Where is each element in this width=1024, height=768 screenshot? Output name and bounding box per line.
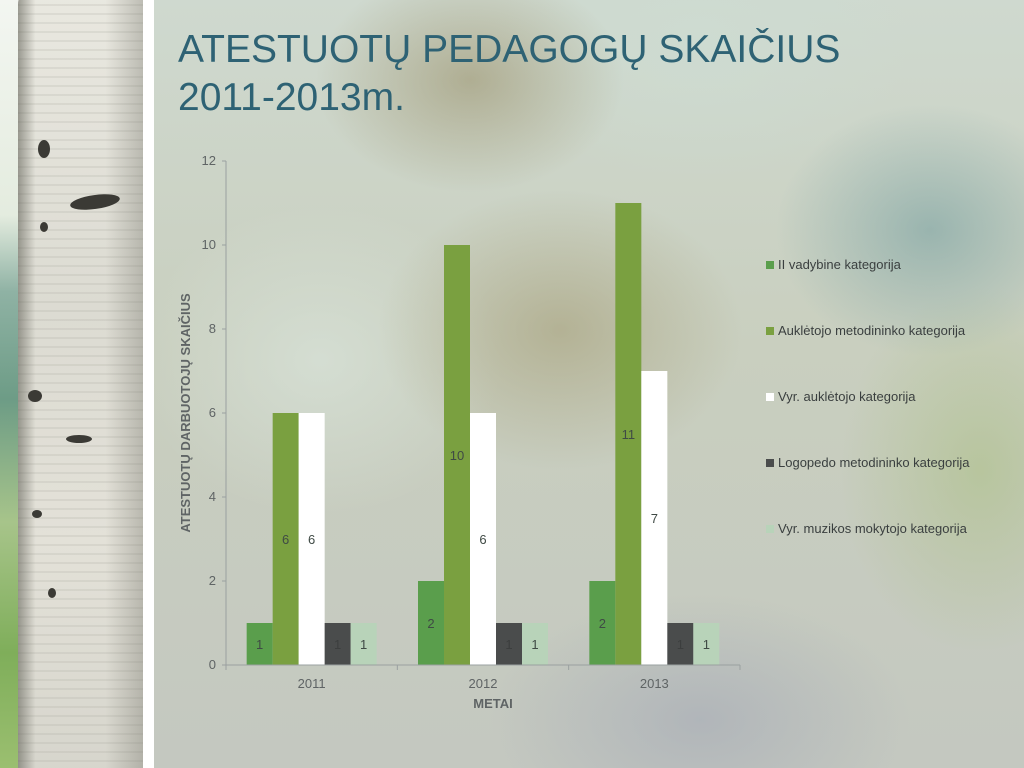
bars-layer bbox=[247, 203, 720, 665]
legend-label: Vyr. muzikos mokytojo kategorija bbox=[778, 521, 967, 536]
legend-swatch bbox=[766, 327, 774, 335]
data-label: 7 bbox=[650, 511, 658, 526]
legend-label: Logopedo metodininko kategorija bbox=[778, 455, 970, 470]
legend-swatch bbox=[766, 459, 774, 467]
y-tick-label: 10 bbox=[201, 237, 216, 252]
data-label: 1 bbox=[360, 637, 368, 652]
data-label: 1 bbox=[702, 637, 710, 652]
birch-trunk bbox=[18, 0, 143, 768]
slide-title-line-1: ATESTUOTŲ PEDAGOGŲ SKAIČIUS bbox=[178, 28, 841, 71]
birch-tree-photo bbox=[0, 0, 143, 768]
y-tick-label: 0 bbox=[208, 657, 216, 672]
legend-label: Vyr. auklėtojo kategorija bbox=[778, 389, 916, 404]
photo-divider bbox=[143, 0, 154, 768]
y-tick-label: 4 bbox=[208, 489, 216, 504]
data-label: 6 bbox=[282, 532, 290, 547]
legend-swatch bbox=[766, 525, 774, 533]
data-label: 1 bbox=[676, 637, 684, 652]
x-tick-label: 2012 bbox=[468, 676, 498, 691]
slide-title bbox=[178, 26, 998, 122]
data-label: 6 bbox=[308, 532, 316, 547]
data-label: 11 bbox=[621, 427, 636, 442]
y-tick-label: 6 bbox=[208, 405, 216, 420]
legend-swatch bbox=[766, 261, 774, 269]
data-label: 1 bbox=[531, 637, 539, 652]
y-tick-label: 2 bbox=[208, 573, 216, 588]
slide-title-line-2: 2011-2013m. bbox=[178, 76, 405, 119]
x-axis-title: METAI bbox=[473, 696, 513, 711]
bar-chart bbox=[160, 140, 1020, 720]
legend bbox=[766, 257, 970, 536]
data-label: 10 bbox=[449, 448, 465, 463]
y-axis-title: ATESTUOTŲ DARBUOTOJŲ SKAIČIUS bbox=[178, 293, 193, 533]
x-tick-label: 2011 bbox=[297, 676, 326, 691]
legend-swatch bbox=[766, 393, 774, 401]
y-tick-label: 8 bbox=[208, 321, 216, 336]
data-label: 1 bbox=[334, 637, 342, 652]
data-label: 6 bbox=[479, 532, 487, 547]
data-label: 1 bbox=[256, 637, 264, 652]
data-label: 1 bbox=[505, 637, 513, 652]
y-tick-label: 12 bbox=[201, 153, 216, 168]
data-label: 2 bbox=[598, 616, 606, 631]
legend-label: II vadybine kategorija bbox=[778, 257, 901, 272]
legend-label: Auklėtojo metodininko kategorija bbox=[778, 323, 966, 338]
data-label: 2 bbox=[427, 616, 435, 631]
x-tick-label: 2013 bbox=[639, 676, 669, 691]
